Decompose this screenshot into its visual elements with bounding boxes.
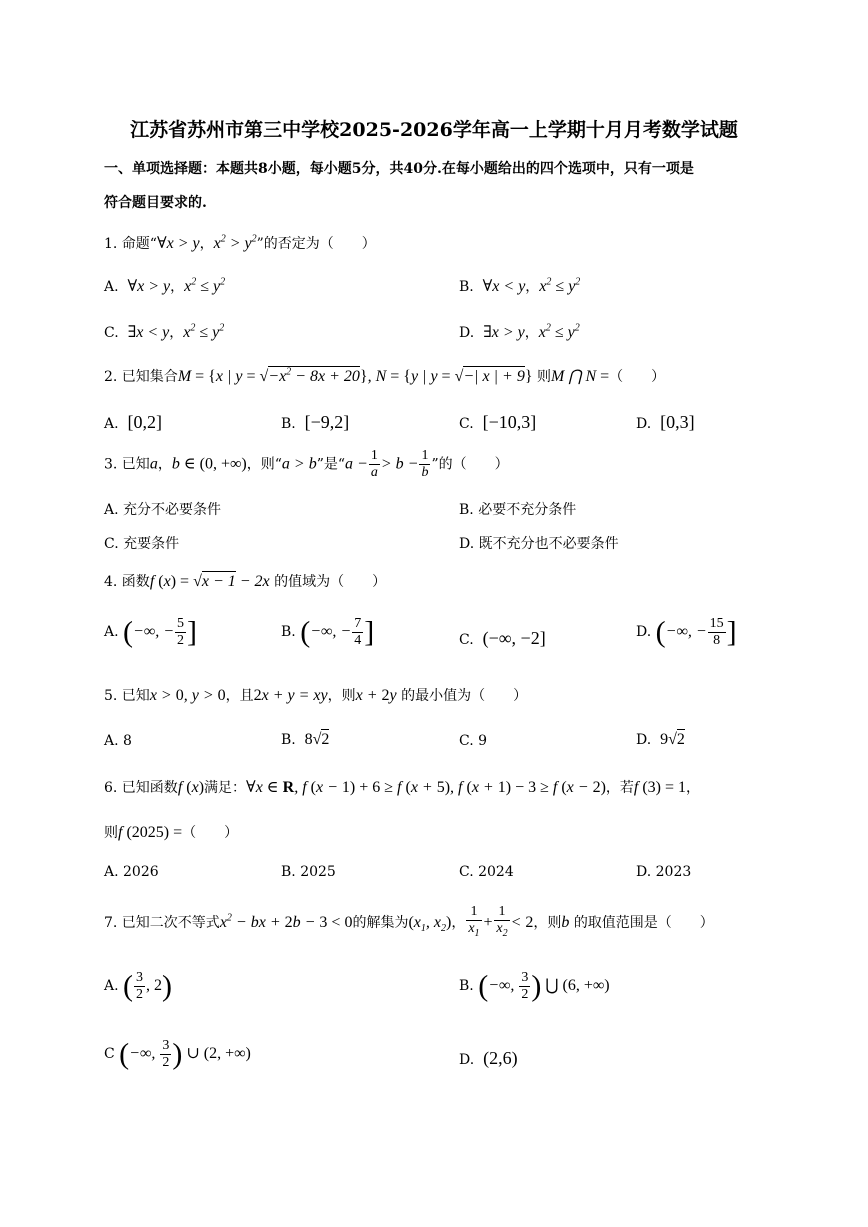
q3-option-c[interactable]: C. 充要条件 <box>104 536 180 552</box>
q2-option-a[interactable]: A. [0,2] <box>104 412 162 432</box>
q2-option-d[interactable]: D. [0,3] <box>636 412 695 432</box>
q2-option-c[interactable]: C. [−10,3] <box>459 412 537 432</box>
q1-option-d[interactable]: D. ∃x > y，$x^2 \le y^2$ <box>459 322 580 341</box>
q5-option-a[interactable]: A. 8 <box>104 733 132 749</box>
q7-option-a[interactable]: A. ( $\frac{3}{2}$ , 2) <box>104 969 173 1003</box>
section-heading: 一、单项选择题：本题共8小题，每小题5分，共40分.在每小题给出的四个选项中，只有一项是 <box>104 161 694 177</box>
q4-option-d[interactable]: D. (−∞, − $\frac{15}{8}$ ] <box>636 615 737 649</box>
q5-option-b[interactable]: B. 8√2 <box>281 731 330 748</box>
question-1: 1. 命题“∀x > y，$x^2 > y^2$”的否定为（ ） <box>104 233 376 252</box>
q6-option-b[interactable]: B. 2025 <box>281 864 336 880</box>
question-6-cont: 则f (2025) =（ ） <box>104 824 239 841</box>
question-3: 3. 已知a，b ∈ (0, +∞)，则“a > b”是“a − $\frac{1}{a}$ > b − $\frac{1}{b}$ ”的（ ） <box>104 448 509 480</box>
q3-option-d[interactable]: D. 既不充分也不必要条件 <box>459 536 619 552</box>
q6-option-a[interactable]: A. 2026 <box>104 864 159 880</box>
question-5: 5. 已知x > 0, y > 0，且2x + y = xy，则x + 2y 的最小值为（ ） <box>104 687 528 704</box>
q5-option-c[interactable]: C. 9 <box>459 733 488 749</box>
q3-option-a[interactable]: A. 充分不必要条件 <box>104 502 222 518</box>
question-2: 2. 已知集合M = {x | $y = √-x^2 - 8x + 20$}, N = {y | y = √−| x | + 9} 则M ⋂ N =（ ） <box>104 366 666 385</box>
q1-option-c[interactable]: C. ∃x < y，$x^2 \le y^2$ <box>104 322 225 341</box>
q6-option-c[interactable]: C. 2024 <box>459 864 514 880</box>
q4-option-a[interactable]: A. (−∞, − $\frac{5}{2}$ ] <box>104 615 198 649</box>
q1-option-b[interactable]: B. ∀x < y，$x^2 \le y^2$ <box>459 276 581 295</box>
q3-option-b[interactable]: B. 必要不充分条件 <box>459 502 577 518</box>
q4-option-b[interactable]: B. (−∞, − $\frac{7}{4}$ ] <box>281 615 375 649</box>
q6-option-d[interactable]: D. 2023 <box>636 864 692 880</box>
q7-option-b[interactable]: B. (−∞, $\frac{3}{2}$ ) ⋃ (6, +∞) <box>459 969 610 1003</box>
page-title: 江苏省苏州市第三中学校2025-2026学年高一上学期十月月考数学试题 <box>130 119 738 141</box>
section-heading-cont: 符合题目要求的. <box>104 195 207 211</box>
q2-option-b[interactable]: B. [−9,2] <box>281 412 350 432</box>
q7-option-c[interactable]: C (−∞, $\frac{3}{2}$ ) ∪ (2, +∞) <box>104 1037 251 1071</box>
question-6: 6. 已知函数f (x)满足：∀x ∈ R, f (x − 1) + 6 ≥ f (x + 5), f (x + 1) − 3 ≥ f (x − 2)，若f (3) = 1， <box>104 779 701 796</box>
q1-option-a[interactable]: A. ∀x > y，$x^2 \le y^2$ <box>104 276 226 295</box>
question-4: 4. 函数f (x) = √x − 1 − 2x 的值域为（ ） <box>104 573 387 590</box>
q4-option-c[interactable]: C. (−∞, −2] <box>459 628 546 648</box>
q7-option-d[interactable]: D. (2,6) <box>459 1048 518 1068</box>
q5-option-d[interactable]: D. 9√2 <box>636 731 685 748</box>
question-7: 7. 已知二次不等式$x^2$ − bx + 2b − 3 < 0的解集为($x_1$, $x_2$)， $\frac{1}{x_1}$ + $\frac{1}{x_2}$ < 2，则b 的取值范围是（ ） <box>104 904 714 939</box>
